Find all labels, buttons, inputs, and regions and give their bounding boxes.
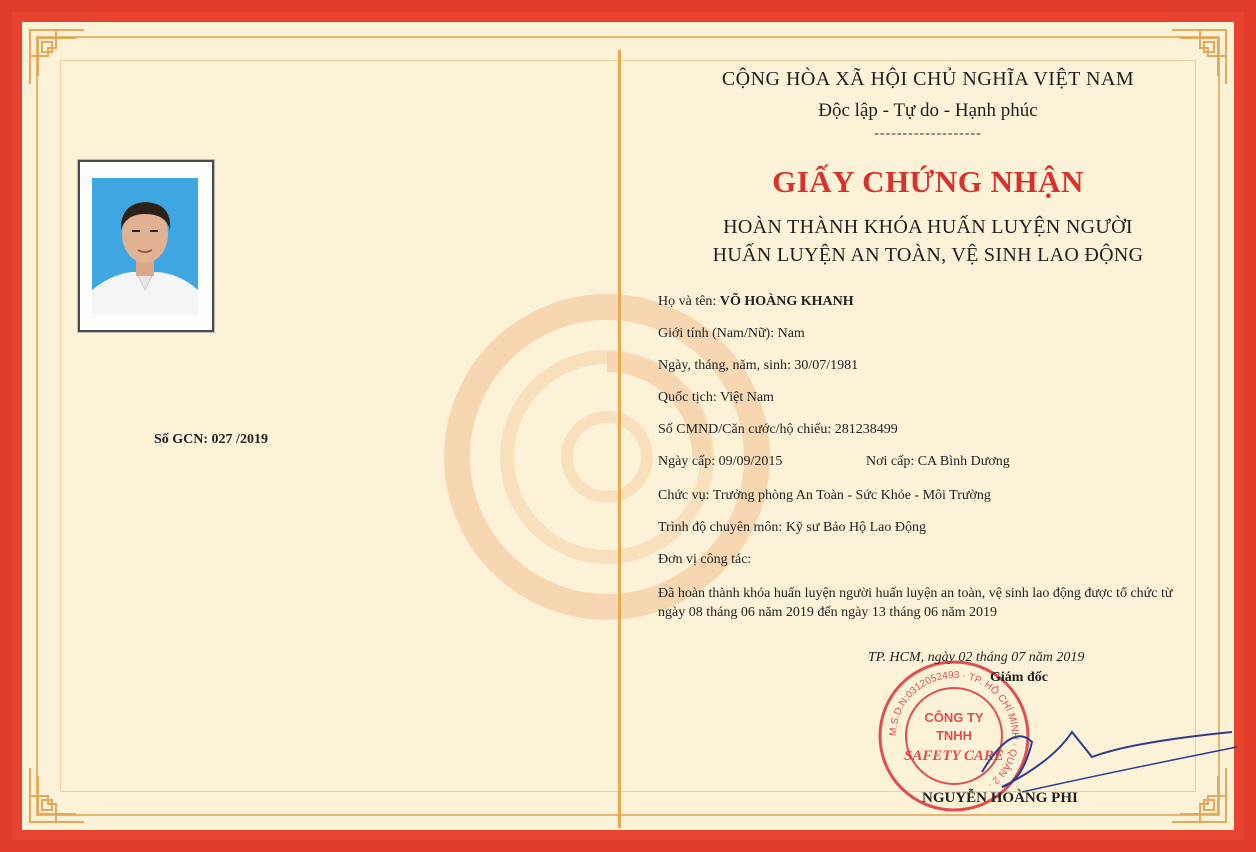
field-nationality: Quốc tịch: Việt Nam xyxy=(658,390,774,405)
seal-line-2: TNHH xyxy=(935,728,973,743)
field-id-number: Số CMND/Căn cước/hộ chiếu: 281238499 xyxy=(658,422,898,437)
field-position: Chức vụ: Trưởng phòng An Toàn - Sức Khỏe - Môi Trường xyxy=(658,488,991,503)
field-qualification: Trình độ chuyên môn: Kỹ sư Bảo Hộ Lao Động xyxy=(658,520,927,535)
certificate-title: GIẤY CHỨNG NHẬN xyxy=(772,164,1084,199)
issue-location-date: TP. HCM, ngày 02 tháng 07 năm 2019 xyxy=(868,650,1085,665)
signer-role: Giám đốc xyxy=(990,670,1048,685)
completion-statement: Đã hoàn thành khóa huấn luyện người huấn luyện an toàn, vệ sinh lao động được tổ chức từ ngày 08 tháng 06 năm 2019 đến ngày 13 tháng 06 năm 2019 xyxy=(658,586,1173,620)
field-full-name-label: Họ và tên: xyxy=(658,294,717,309)
portrait-photo xyxy=(78,160,214,332)
field-issue-place: Nơi cấp: CA Bình Dương xyxy=(866,454,1010,469)
field-full-name-value: VÕ HOÀNG KHANH xyxy=(719,294,854,309)
seal-line-1: CÔNG TY xyxy=(924,710,984,725)
seal-line-3: SAFETY CARE xyxy=(904,748,1004,764)
signer-name: NGUYỄN HOÀNG PHI xyxy=(922,790,1078,806)
field-date-of-birth: Ngày, tháng, năm, sinh: 30/07/1981 xyxy=(658,358,859,373)
corner-ornament-icon xyxy=(26,26,88,88)
heading-separator: ------------------- xyxy=(874,126,982,141)
certificate-paper xyxy=(22,22,1234,830)
portrait-image xyxy=(92,178,198,314)
field-workplace: Đơn vị công tác: xyxy=(658,552,752,567)
certificate-number: Số GCN: 027 /2019 xyxy=(154,432,268,447)
nation-heading: CỘNG HÒA XÃ HỘI CHỦ NGHĨA VIỆT NAM xyxy=(721,68,1135,90)
seal-ring-text: M.S.D.N:0312052493 · TP. HỒ CHÍ MINH · QUẬN 2 · xyxy=(887,669,1021,791)
certificate-subtitle-line2: HUẤN LUYỆN AN TOÀN, VỆ SINH LAO ĐỘNG xyxy=(712,244,1144,266)
field-gender: Giới tính (Nam/Nữ): Nam xyxy=(658,326,805,341)
center-fold-line xyxy=(618,50,621,828)
handwritten-signature-icon xyxy=(962,702,1242,802)
corner-ornament-icon xyxy=(26,764,88,826)
certificate-border xyxy=(12,12,1244,840)
field-full-name xyxy=(658,294,854,310)
field-issue-date: Ngày cấp: 09/09/2015 xyxy=(658,454,783,469)
certificate-subtitle-line1: HOÀN THÀNH KHÓA HUẤN LUYỆN NGƯỜI xyxy=(723,216,1133,238)
national-motto: Độc lập - Tự do - Hạnh phúc xyxy=(818,100,1038,121)
